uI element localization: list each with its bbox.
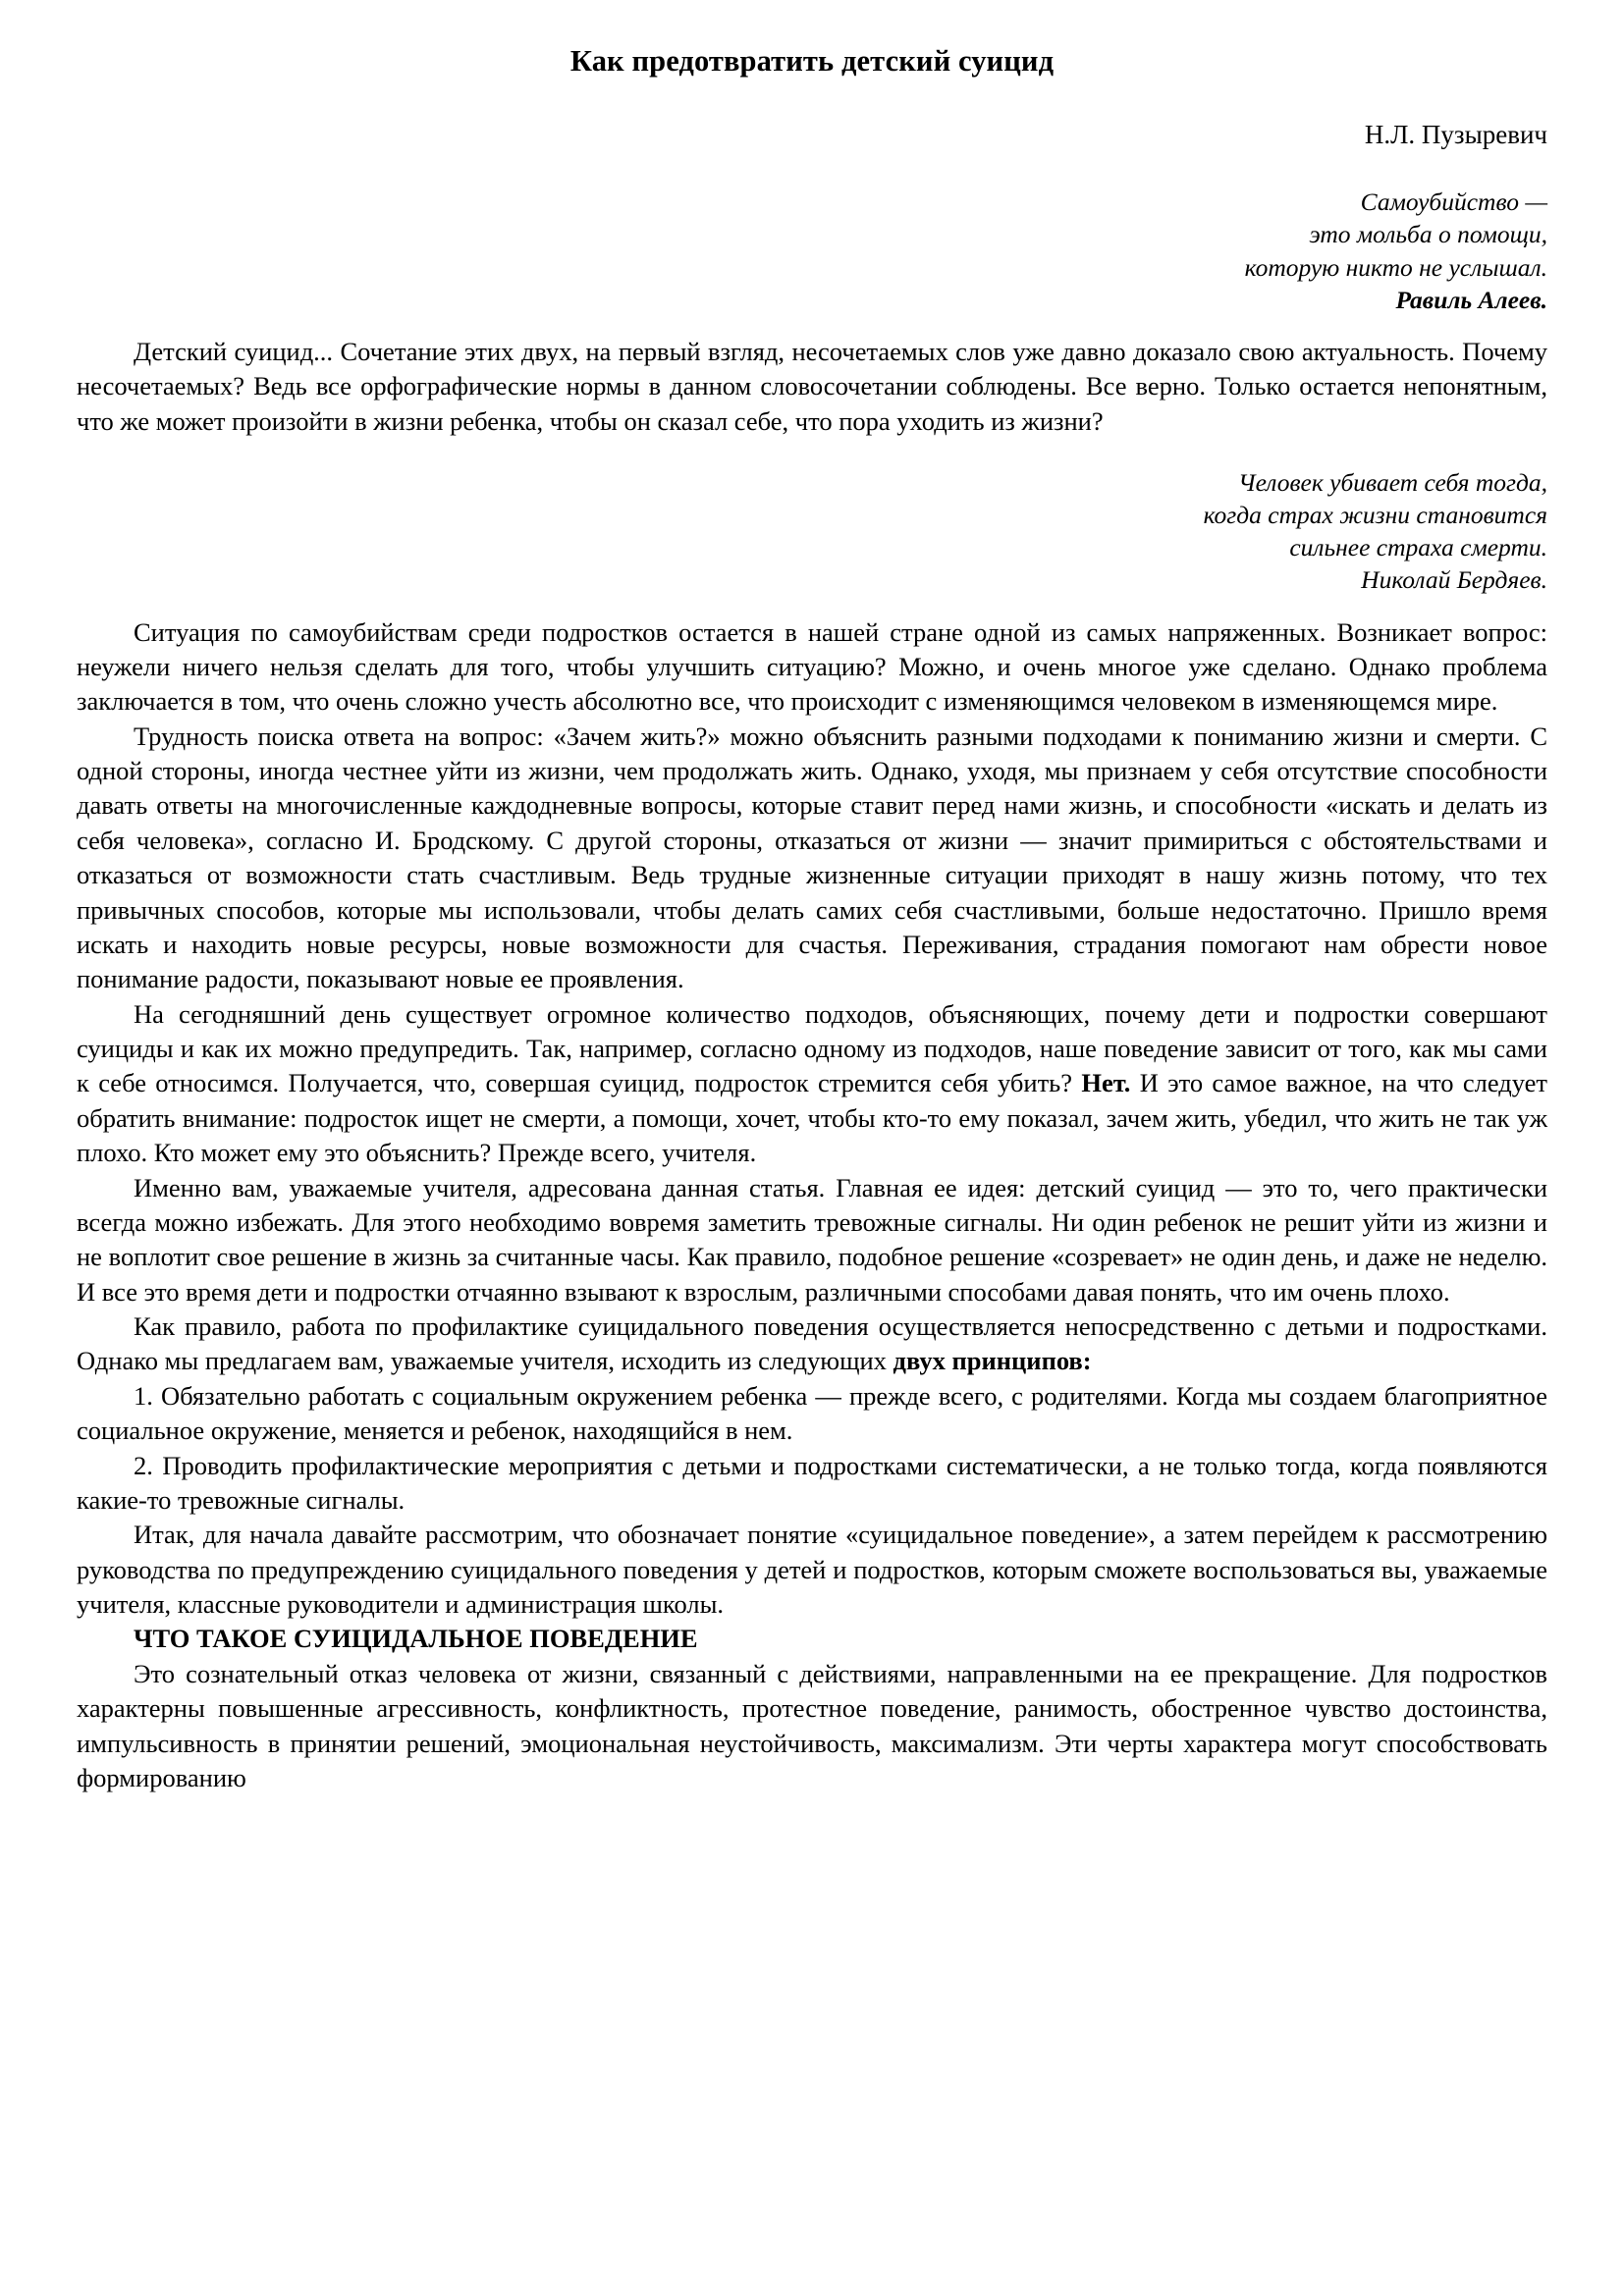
epigraph-1-source: Равиль Алеев.	[1395, 285, 1547, 314]
epigraph-1	[77, 186, 1547, 316]
paragraph-situation: Ситуация по самоубийствам среди подростков остается в нашей стране одной из самых напряженных. Возникает вопрос: неужели ничего нельзя сделать для того, чтобы улучшить ситуацию? Можно, и очень многое уже сделано. Однако проблема заключается в том, что очень сложно учесть абсолютно все, что происходит с изменяющимся человеком в изменяющемся мире.	[77, 616, 1547, 717]
epigraph-1-line-2: это мольба о помощи,	[1309, 220, 1547, 249]
list-item-principle-2: 2. Проводить профилактические мероприятия с детьми и подростками систематически, а не только тогда, когда появляются какие-то тревожные сигналы.	[77, 1450, 1547, 1515]
document-content	[77, 43, 1547, 1795]
epigraph-1-line-3: которую никто не услышал.	[1244, 252, 1547, 282]
epigraph-2-source: Николай Бердяев.	[1361, 565, 1547, 595]
paragraph-approaches-part-a: На сегодняшний день существует огромное количество подходов, объясняющих, почему дети и подростки совершают суициды и как их можно предупредить. Так, например, согласно одному из подходов, наше поведение зависит от того, как мы сами к себе относимся. Получается, что, совершая суицид, подросток стремится себя убить?	[77, 998, 1547, 1098]
emphasis-two-principles: двух принципов:	[893, 1346, 1092, 1376]
epigraph-2-line-1: Человек убивает себя тогда,	[1238, 468, 1547, 498]
paragraph-principles-intro-text: Как правило, работа по профилактике суицидального поведения осуществляется непосредственно с детьми и подростками. Однако мы предлагаем вам, уважаемые учителя, исходить из следующих	[77, 1311, 1547, 1376]
page-title: Как предотвратить детский суицид	[569, 44, 1055, 78]
author-byline: Н.Л. Пузыревич	[1364, 119, 1547, 149]
paragraph-definition: Это сознательный отказ человека от жизни, связанный с действиями, направленными на ее прекращение. Для подростков характерны повышенные агрессивность, конфликтность, протестное поведение, ранимость, обостренное чувство достоинства, импульсивность в принятии решений, эмоциональная неустойчивость, максимализм. Эти черты характера могут способствовать формированию	[77, 1658, 1547, 1792]
paragraph-approaches	[77, 997, 1547, 1171]
section-heading-suicidal-behavior: ЧТО ТАКОЕ СУИЦИДАЛЬНОЕ ПОВЕДЕНИЕ	[134, 1624, 698, 1654]
paragraph-principles-intro	[77, 1309, 1547, 1379]
paragraph-roadmap: Итак, для начала давайте рассмотрим, что обозначает понятие «суицидальное поведение», а затем перейдем к рассмотрению руководства по предупреждению суицидального поведения у детей и подростков, которым сможете воспользоваться вы, уважаемые учителя, классные руководители и администрация школы.	[77, 1520, 1547, 1620]
epigraph-2	[77, 466, 1547, 597]
paragraph-intro: Детский суицид... Сочетание этих двух, на первый взгляд, несочетаемых слов уже давно доказало свою актуальность. Почему несочетаемых? Ведь все орфографические нормы в данном словосочетании соблюдены. Все верно. Только остается непонятным, что же может произойти в жизни ребенка, чтобы он сказал себе, что пора уходить из жизни?	[77, 336, 1547, 436]
paragraph-approaches-part-b: И это самое важное, на что следует обратить внимание: подросток ищет не смерти, а помощи, хочет, чтобы кто-то ему показал, зачем жить, убедил, что жить не так уж плохо. Кто может ему это объяснить? Прежде всего, учителя.	[77, 1068, 1547, 1168]
epigraph-2-line-3: сильнее страха смерти.	[1289, 533, 1547, 562]
paragraph-addressed-to-teachers: Именно вам, уважаемые учителя, адресована данная статья. Главная ее идея: детский суицид — это то, чего практически всегда можно избежать. Для этого необходимо вовремя заметить тревожные сигналы. Ни один ребенок не решит уйти из жизни и не воплотит свое решение в жизнь за считанные часы. Как правило, подобное решение «созревает» не один день, и даже не неделю. И все это время дети и подростки отчаянно взывают к взрослым, различными способами давая понять, что им очень плохо.	[77, 1172, 1547, 1307]
epigraph-2-line-2: когда страх жизни становится	[1203, 501, 1547, 530]
epigraph-1-line-1: Самоубийство —	[1360, 187, 1547, 217]
list-item-principle-1: 1. Обязательно работать с социальным окружением ребенка — прежде всего, с родителями. Когда мы создаем благоприятное социальное окружение, меняется и ребенок, находящийся в нем.	[77, 1380, 1547, 1446]
paragraph-difficulty: Трудность поиска ответа на вопрос: «Зачем жить?» можно объяснить разными подходами к пониманию жизни и смерти. С одной стороны, иногда честнее уйти из жизни, чем продолжать жить. Однако, уходя, мы признаем у себя отсутствие способности давать ответы на многочисленные каждодневные вопросы, которые ставит перед нами жизнь, и способности «искать и делать из себя человека», согласно И. Бродскому. С другой стороны, отказаться от жизни — значит примириться с обстоятельствами и отказаться от возможности стать счастливым. Ведь трудные жизненные ситуации приходят в нашу жизнь потому, что тех привычных способов, которые мы использовали, чтобы делать самих себя счастливыми, больше недостаточно. Пришло время искать и находить новые ресурсы, новые возможности для счастья. Переживания, страдания помогают нам обрести новое понимание радости, показывают новые ее проявления.	[77, 721, 1547, 994]
emphasis-net: Нет.	[1081, 1068, 1131, 1098]
